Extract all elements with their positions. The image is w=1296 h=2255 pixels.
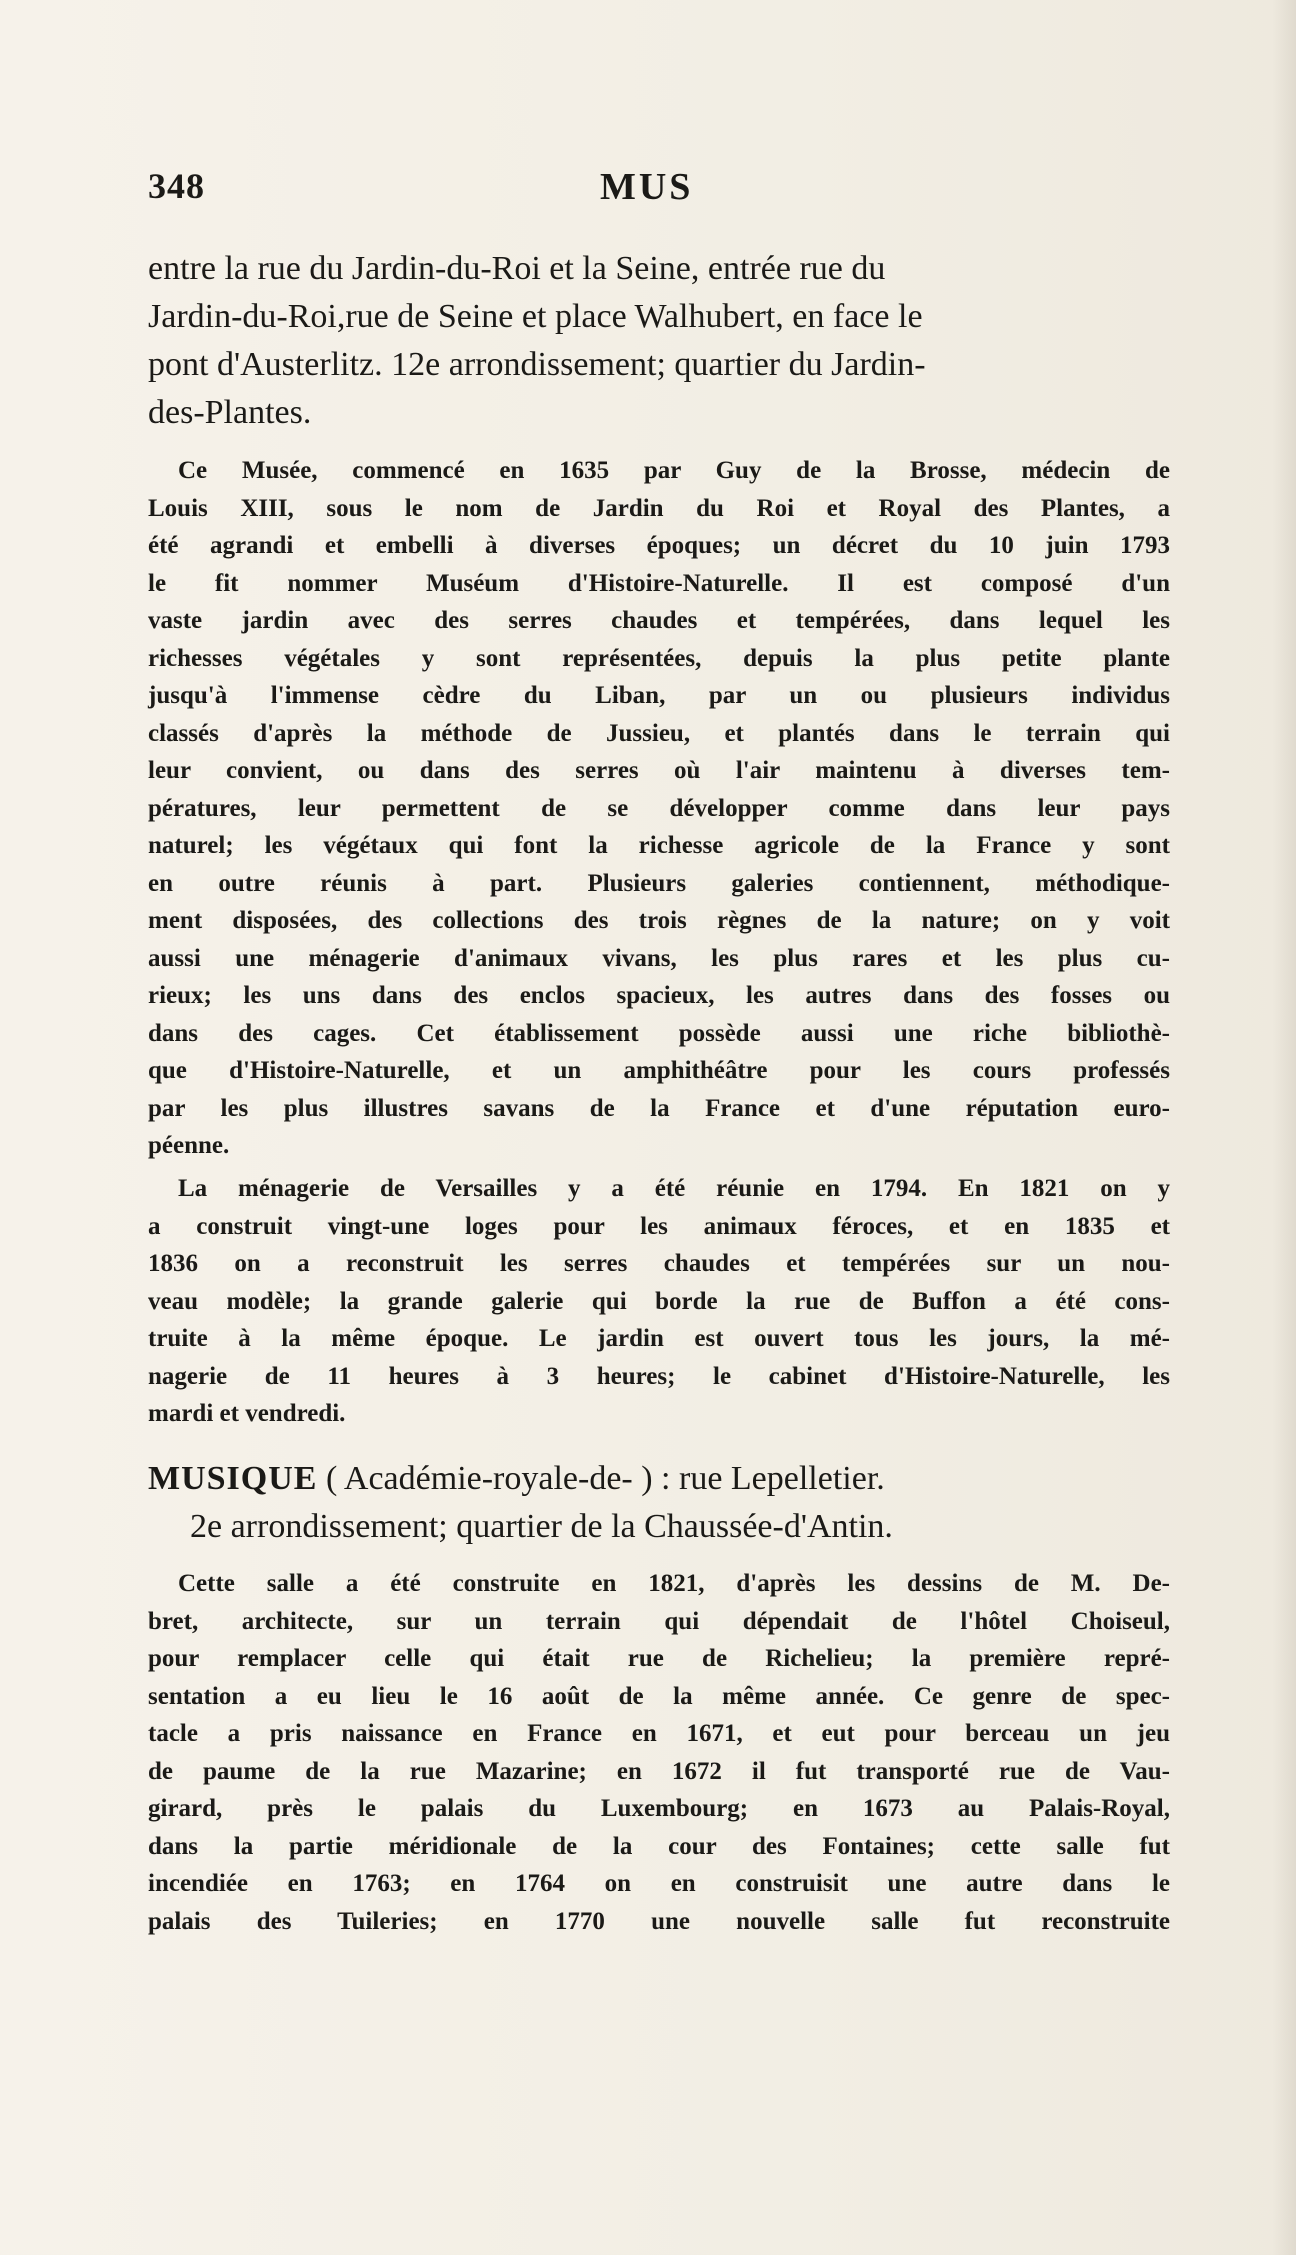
text-line: palais des Tuileries; en 1770 une nouvelle salle fut reconstruite [148,1907,1170,1935]
page-number: 348 [148,166,205,206]
text-line: que d'Histoire-Naturelle, et un amphithéâtre pour les cours professés [148,1057,1170,1084]
paragraph-musee [148,452,1170,1165]
text-line: 1836 on a reconstruit les serres chaudes et tempérées sur un nou- [148,1250,1170,1277]
entry-heading-line: 2e arrondissement; quartier de la Chaussée-d'Antin. [190,1508,893,1545]
text-line: a construit vingt-une loges pour les animaux féroces, et en 1835 et [148,1212,1170,1240]
text-line: Louis XIII, sous le nom de Jardin du Roi et Royal des Plantes, a [148,494,1170,522]
text-line: La ménagerie de Versailles y a été réunie en 1794. En 1821 on y [178,1175,1170,1202]
text-line: péenne. [148,1132,230,1159]
paragraph-musique [148,1565,1170,1940]
text-line: girard, près le palais du Luxembourg; en 1673 au Palais-Royal, [148,1795,1170,1822]
entry-heading-rest: ( Académie-royale-de- ) : rue Lepelletier. [317,1460,885,1497]
entry-continuation [148,245,1166,437]
text-line: mardi et vendredi. [148,1400,346,1427]
text-line: incendiée en 1763; en 1764 on en construisit une autre dans le [148,1870,1170,1897]
text-line: des-Plantes. [148,394,312,431]
text-line: nagerie de 11 heures à 3 heures; le cabinet d'Histoire-Naturelle, les [148,1362,1170,1390]
text-line: entre la rue du Jardin-du-Roi et la Seine, entrée rue du [148,250,886,287]
text-line: dans la partie méridionale de la cour des Fontaines; cette salle fut [148,1832,1170,1860]
entry-heading-line [148,1455,1166,1503]
text-line: aussi une ménagerie d'animaux vivans, les plus rares et les plus cu- [148,944,1170,972]
text-line: ment disposées, des collections des trois règnes de la nature; on y voit [148,907,1170,934]
text-line: Jardin-du-Roi,rue de Seine et place Walhubert, en face le [148,298,923,335]
running-head: MUS [600,166,694,208]
page-header [148,165,1158,215]
text-line: naturel; les végétaux qui font la richesse agricole de la France y sont [148,832,1170,859]
text-line: leur convient, ou dans des serres où l'air maintenu à diverses tem- [148,757,1170,784]
text-line: vaste jardin avec des serres chaudes et tempérées, dans lequel les [148,607,1170,634]
text-line: truite à la même époque. Le jardin est ouvert tous les jours, la mé- [148,1325,1170,1352]
text-line: pératures, leur permettent de se développer comme dans leur pays [148,794,1170,822]
text-line: richesses végétales y sont représentées, depuis la plus petite plante [148,644,1170,672]
text-line: par les plus illustres savans de la France et d'une réputation euro- [148,1094,1170,1122]
text-line: sentation a eu lieu le 16 août de la même année. Ce genre de spec- [148,1682,1170,1710]
text-line: pour remplacer celle qui était rue de Richelieu; la première repré- [148,1645,1170,1672]
entry-musique [148,1455,1166,1551]
text-line: pont d'Austerlitz. 12e arrondissement; quartier du Jardin- [148,346,926,383]
text-line: Cette salle a été construite en 1821, d'après les dessins de M. De- [178,1570,1170,1597]
text-line: bret, architecte, sur un terrain qui dépendait de l'hôtel Choiseul, [148,1607,1170,1635]
headword: MUSIQUE [148,1460,318,1497]
text-line: jusqu'à l'immense cèdre du Liban, par un ou plusieurs individus [148,682,1170,709]
text-line: tacle a pris naissance en France en 1671, et eut pour berceau un jeu [148,1720,1170,1747]
text-line: dans des cages. Cet établissement possède aussi une riche bibliothè- [148,1019,1170,1047]
page-edge-shadow [1272,0,1296,2255]
text-line: le fit nommer Muséum d'Histoire-Naturelle. Il est composé d'un [148,569,1170,597]
text-line: été agrandi et embelli à diverses époques; un décret du 10 juin 1793 [148,532,1170,559]
text-line: Ce Musée, commencé en 1635 par Guy de la Brosse, médecin de [178,457,1170,484]
text-line: veau modèle; la grande galerie qui borde la rue de Buffon a été cons- [148,1287,1170,1315]
text-line: de paume de la rue Mazarine; en 1672 il fut transporté rue de Vau- [148,1757,1170,1785]
text-line: rieux; les uns dans des enclos spacieux, les autres dans des fosses ou [148,982,1170,1009]
text-line: en outre réunis à part. Plusieurs galeries contiennent, méthodique- [148,869,1170,897]
text-line: classés d'après la méthode de Jussieu, et plantés dans le terrain qui [148,719,1170,747]
paragraph-menagerie [148,1170,1170,1433]
